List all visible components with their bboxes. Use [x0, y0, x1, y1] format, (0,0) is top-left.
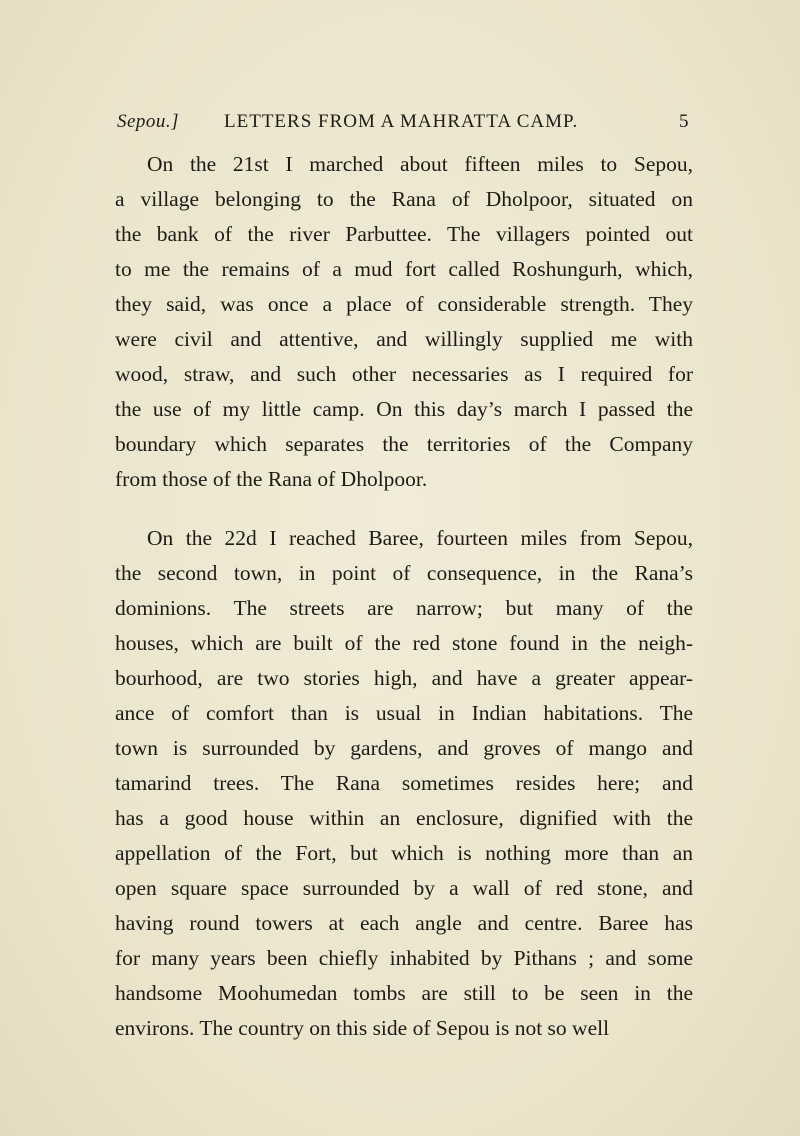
running-head-title: LETTERS FROM A MAHRATTA CAMP.: [224, 111, 579, 132]
text-line: having round towers at each angle and centre. Baree has: [115, 911, 693, 935]
text-line: handsome Moohumedan tombs are still to be seen in the: [115, 981, 693, 1005]
text-line: town is surrounded by gardens, and groves of mango and: [115, 736, 693, 760]
text-line: for many years been chiefly inhabited by Pithans ; and some: [115, 946, 693, 970]
text-line: On the 21st I marched about fifteen miles to Sepou,: [147, 152, 693, 176]
text-line: has a good house within an enclosure, dignified with the: [115, 806, 693, 830]
text-line: open square space surrounded by a wall of red stone, and: [115, 876, 693, 900]
text-line: wood, straw, and such other necessaries as I required for: [115, 362, 693, 386]
running-head-section: Sepou.]: [117, 111, 180, 132]
text-line: appellation of the Fort, but which is nothing more than an: [115, 841, 693, 865]
text-line: the bank of the river Parbuttee. The villagers pointed out: [115, 222, 693, 246]
text-line: environs. The country on this side of Sepou is not so well: [115, 1016, 610, 1040]
text-line: On the 22d I reached Baree, fourteen miles from Sepou,: [147, 526, 693, 550]
text-line: dominions. The streets are narrow; but many of the: [115, 596, 693, 620]
text-line: a village belonging to the Rana of Dholpoor, situated on: [115, 187, 693, 211]
page-number: 5: [679, 111, 689, 132]
body-text: [115, 147, 693, 1046]
text-line: the second town, in point of consequence, in the Rana’s: [115, 561, 693, 585]
text-line: ance of comfort than is usual in Indian habitations. The: [115, 701, 693, 725]
paragraph-2: [115, 521, 693, 1046]
text-line: to me the remains of a mud fort called Roshungurh, which,: [115, 257, 693, 281]
running-head: [117, 111, 689, 137]
text-line: from those of the Rana of Dholpoor.: [115, 467, 428, 491]
text-line: boundary which separates the territories of the Company: [115, 432, 693, 456]
text-line: bourhood, are two stories high, and have a greater appear-: [115, 666, 693, 690]
text-line: they said, was once a place of considerable strength. They: [115, 292, 693, 316]
text-line: tamarind trees. The Rana sometimes resides here; and: [115, 771, 693, 795]
text-line: were civil and attentive, and willingly supplied me with: [115, 327, 693, 351]
text-line: houses, which are built of the red stone found in the neigh-: [115, 631, 693, 655]
text-line: the use of my little camp. On this day’s march I passed the: [115, 397, 693, 421]
paragraph-1: [115, 147, 693, 497]
